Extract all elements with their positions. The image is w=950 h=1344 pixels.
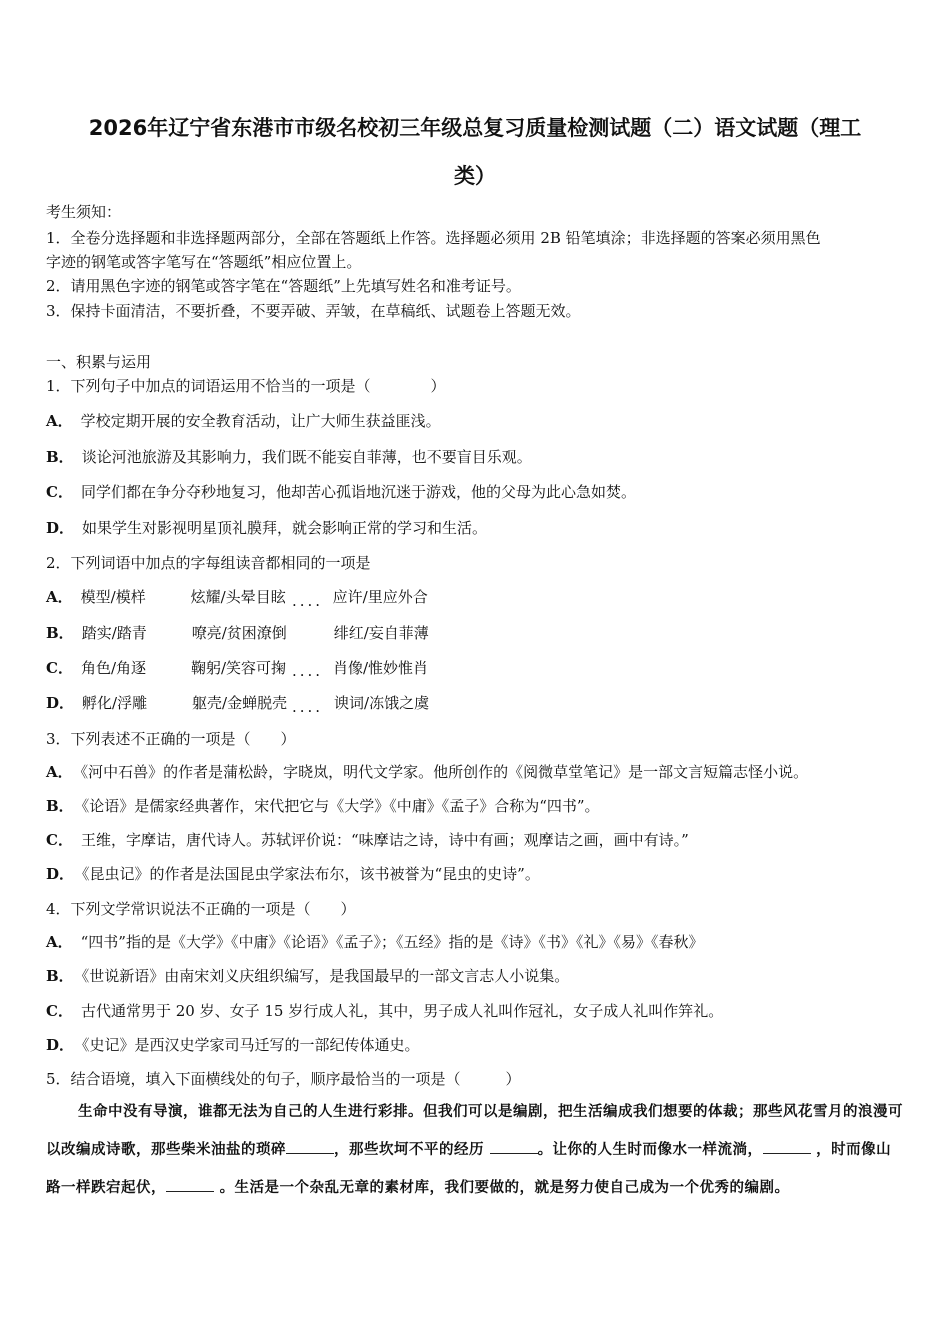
q3-d-label: D． bbox=[46, 865, 75, 883]
q4-b-label: B． bbox=[46, 967, 74, 985]
q3-b-label: B． bbox=[46, 797, 74, 815]
q1-b-label: B． bbox=[46, 448, 74, 466]
q4-a-label: A． bbox=[46, 933, 73, 951]
q4-option-a bbox=[46, 932, 703, 952]
q4-b-text: 《世说新语》由南宋刘义庆组织编写，是我国最早的一部文言志人小说集。 bbox=[81, 967, 570, 985]
q3-a-label: A． bbox=[46, 763, 73, 781]
q5-passage-part-1: 生命中没有导演，谁都无法为自己的人生进行彩排。但我们可以是编剧，把生活编成我们想要的体裁；那些风花雪月的浪漫可以改编成诗歌，那些柴米油盐的琐碎 bbox=[46, 1104, 903, 1158]
q4-d-text: 《史记》是西汉史学家司马迁写的一部纪传体通史。 bbox=[82, 1036, 420, 1054]
emphasis-dots-a: .... bbox=[292, 592, 324, 610]
q2-d-word-1: 孵化/浮雕 bbox=[82, 694, 148, 712]
q2-option-b bbox=[46, 623, 429, 643]
q2-c-word-2: 鞠躬/笑容可掬 bbox=[190, 659, 287, 677]
q2-option-d bbox=[46, 693, 429, 713]
q4-d-label: D． bbox=[46, 1036, 75, 1054]
q3-option-b bbox=[46, 796, 600, 816]
q5-blank-4 bbox=[166, 1177, 214, 1192]
q2-c-word-3: 肖像/惟妙惟肖 bbox=[332, 659, 429, 677]
q3-b-text: 《论语》是儒家经典著作，宋代把它与《大学》《中庸》《孟子》合称为“四书”。 bbox=[81, 797, 600, 815]
emphasis-dots-d: .... bbox=[292, 698, 324, 716]
q5-stem: 5．结合语境，填入下面横线处的句子，顺序最恰当的一项是（ ） bbox=[46, 1070, 521, 1088]
q1-c-label: C． bbox=[46, 483, 73, 501]
q4-a-text: “四书”指的是《大学》《中庸》《论语》《孟子》；《五经》指的是《诗》《书》《礼》《易》《春秋》 bbox=[80, 933, 704, 951]
emphasis-dots-c: .... bbox=[292, 662, 324, 680]
q2-d-word-2: 躯壳/金蝉脱壳 bbox=[192, 694, 288, 712]
q2-b-word-1: 踏实/踏青 bbox=[81, 624, 147, 642]
q2-b-label: B． bbox=[46, 624, 74, 642]
q5-blank-1 bbox=[286, 1139, 334, 1154]
q2-a-label: A． bbox=[46, 588, 73, 606]
q3-option-a bbox=[46, 762, 808, 782]
q2-option-c bbox=[46, 658, 428, 678]
q4-option-c bbox=[46, 1001, 723, 1021]
q1-option-a bbox=[46, 411, 441, 431]
q1-a-text: 学校定期开展的安全教育活动，让广大师生获益匪浅。 bbox=[80, 412, 441, 430]
q2-b-word-2: 嘹亮/贫困潦倒 bbox=[191, 624, 287, 642]
q1-a-label: A． bbox=[46, 412, 73, 430]
q3-option-c bbox=[46, 830, 689, 850]
q5-passage bbox=[46, 1093, 906, 1207]
page-title-line-2: 类） bbox=[454, 164, 496, 188]
section-heading: 一、积累与运用 bbox=[46, 353, 152, 371]
q4-stem: 4．下列文学常识说法不正确的一项是（ ） bbox=[46, 900, 356, 918]
q5-passage-part-5: 。生活是一个杂乱无章的素材库，我们要做的，就是努力使自己成为一个优秀的编剧。 bbox=[219, 1180, 790, 1196]
q3-d-text: 《昆虫记》的作者是法国昆虫学家法布尔，该书被誉为“昆虫的史诗”。 bbox=[82, 865, 540, 883]
q5-passage-part-3: 。让你的人生时而像水一样流淌， bbox=[537, 1142, 763, 1158]
q2-a-word-2: 炫耀/头晕目眩 bbox=[190, 588, 286, 606]
q3-c-label: C． bbox=[46, 831, 73, 849]
q1-stem: 1．下列句子中加点的词语运用不恰当的一项是（ ） bbox=[46, 377, 446, 395]
q2-d-word-3: 谀词/冻饿之虞 bbox=[334, 694, 430, 712]
q3-a-text: 《河中石兽》的作者是蒲松龄，字晓岚，明代文学家。他所创作的《阅微草堂笔记》是一部文言短篇志怪小说。 bbox=[80, 763, 809, 781]
q1-option-c bbox=[46, 482, 636, 502]
q1-b-text: 谈论河池旅游及其影响力，我们既不能妄自菲薄，也不要盲目乐观。 bbox=[81, 448, 532, 466]
q3-option-d bbox=[46, 864, 540, 884]
q2-a-word-3: 应许/里应外合 bbox=[332, 588, 428, 606]
q4-option-d bbox=[46, 1035, 420, 1055]
q2-stem: 2．下列词语中加点的字每组读音都相同的一项是 bbox=[46, 554, 371, 572]
q5-blank-3 bbox=[763, 1139, 811, 1154]
page-title-line-1: 2026年辽宁省东港市市级名校初三年级总复习质量检测试题（二）语文试题（理工 bbox=[88, 116, 862, 140]
notice-item-1a: 1．全卷分选择题和非选择题两部分，全部在答题纸上作答。选择题必须用 2B 铅笔填涂；非选择题的答案必须用黑色 bbox=[46, 229, 821, 247]
q3-stem: 3．下列表述不正确的一项是（ ） bbox=[46, 730, 296, 748]
q2-b-word-3: 绯红/妄自菲薄 bbox=[333, 624, 429, 642]
q2-c-label: C． bbox=[46, 659, 73, 677]
q5-passage-part-4: ，时而像山路一样跌宕起伏， bbox=[46, 1142, 892, 1196]
q4-option-b bbox=[46, 966, 569, 986]
notice-item-3: 3．保持卡面清洁，不要折叠，不要弄破、弄皱，在草稿纸、试题卷上答题无效。 bbox=[46, 302, 581, 320]
q4-c-label: C． bbox=[46, 1002, 73, 1020]
q2-d-label: D． bbox=[46, 694, 75, 712]
q2-option-a bbox=[46, 587, 428, 607]
q1-c-text: 同学们都在争分夺秒地复习，他却苦心孤诣地沉迷于游戏，他的父母为此心急如焚。 bbox=[80, 483, 636, 501]
notice-item-2: 2．请用黑色字迹的钢笔或答字笔在“答题纸”上先填写姓名和准考证号。 bbox=[46, 277, 521, 295]
q5-passage-part-2: ，那些坎坷不平的经历 bbox=[334, 1142, 484, 1158]
q1-d-text: 如果学生对影视明星顶礼膜拜，就会影响正常的学习和生活。 bbox=[82, 519, 488, 537]
q3-c-text: 王维，字摩诘，唐代诗人。苏轼评价说：“味摩诘之诗，诗中有画；观摩诘之画，画中有诗。” bbox=[80, 831, 689, 849]
q2-a-word-1: 模型/模样 bbox=[80, 588, 146, 606]
q1-d-label: D． bbox=[46, 519, 75, 537]
q4-c-text: 古代通常男于 20 岁、女子 15 岁行成人礼，其中，男子成人礼叫作冠礼，女子成人礼叫作笄礼。 bbox=[80, 1002, 724, 1020]
q1-option-b bbox=[46, 447, 532, 467]
notice-heading: 考生须知： bbox=[46, 203, 122, 221]
notice-item-1b: 字迹的钢笔或答字笔写在“答题纸”相应位置上。 bbox=[46, 253, 362, 271]
q1-option-d bbox=[46, 518, 487, 538]
q5-blank-2 bbox=[490, 1139, 538, 1154]
q2-c-word-1: 角色/角逐 bbox=[80, 659, 147, 677]
